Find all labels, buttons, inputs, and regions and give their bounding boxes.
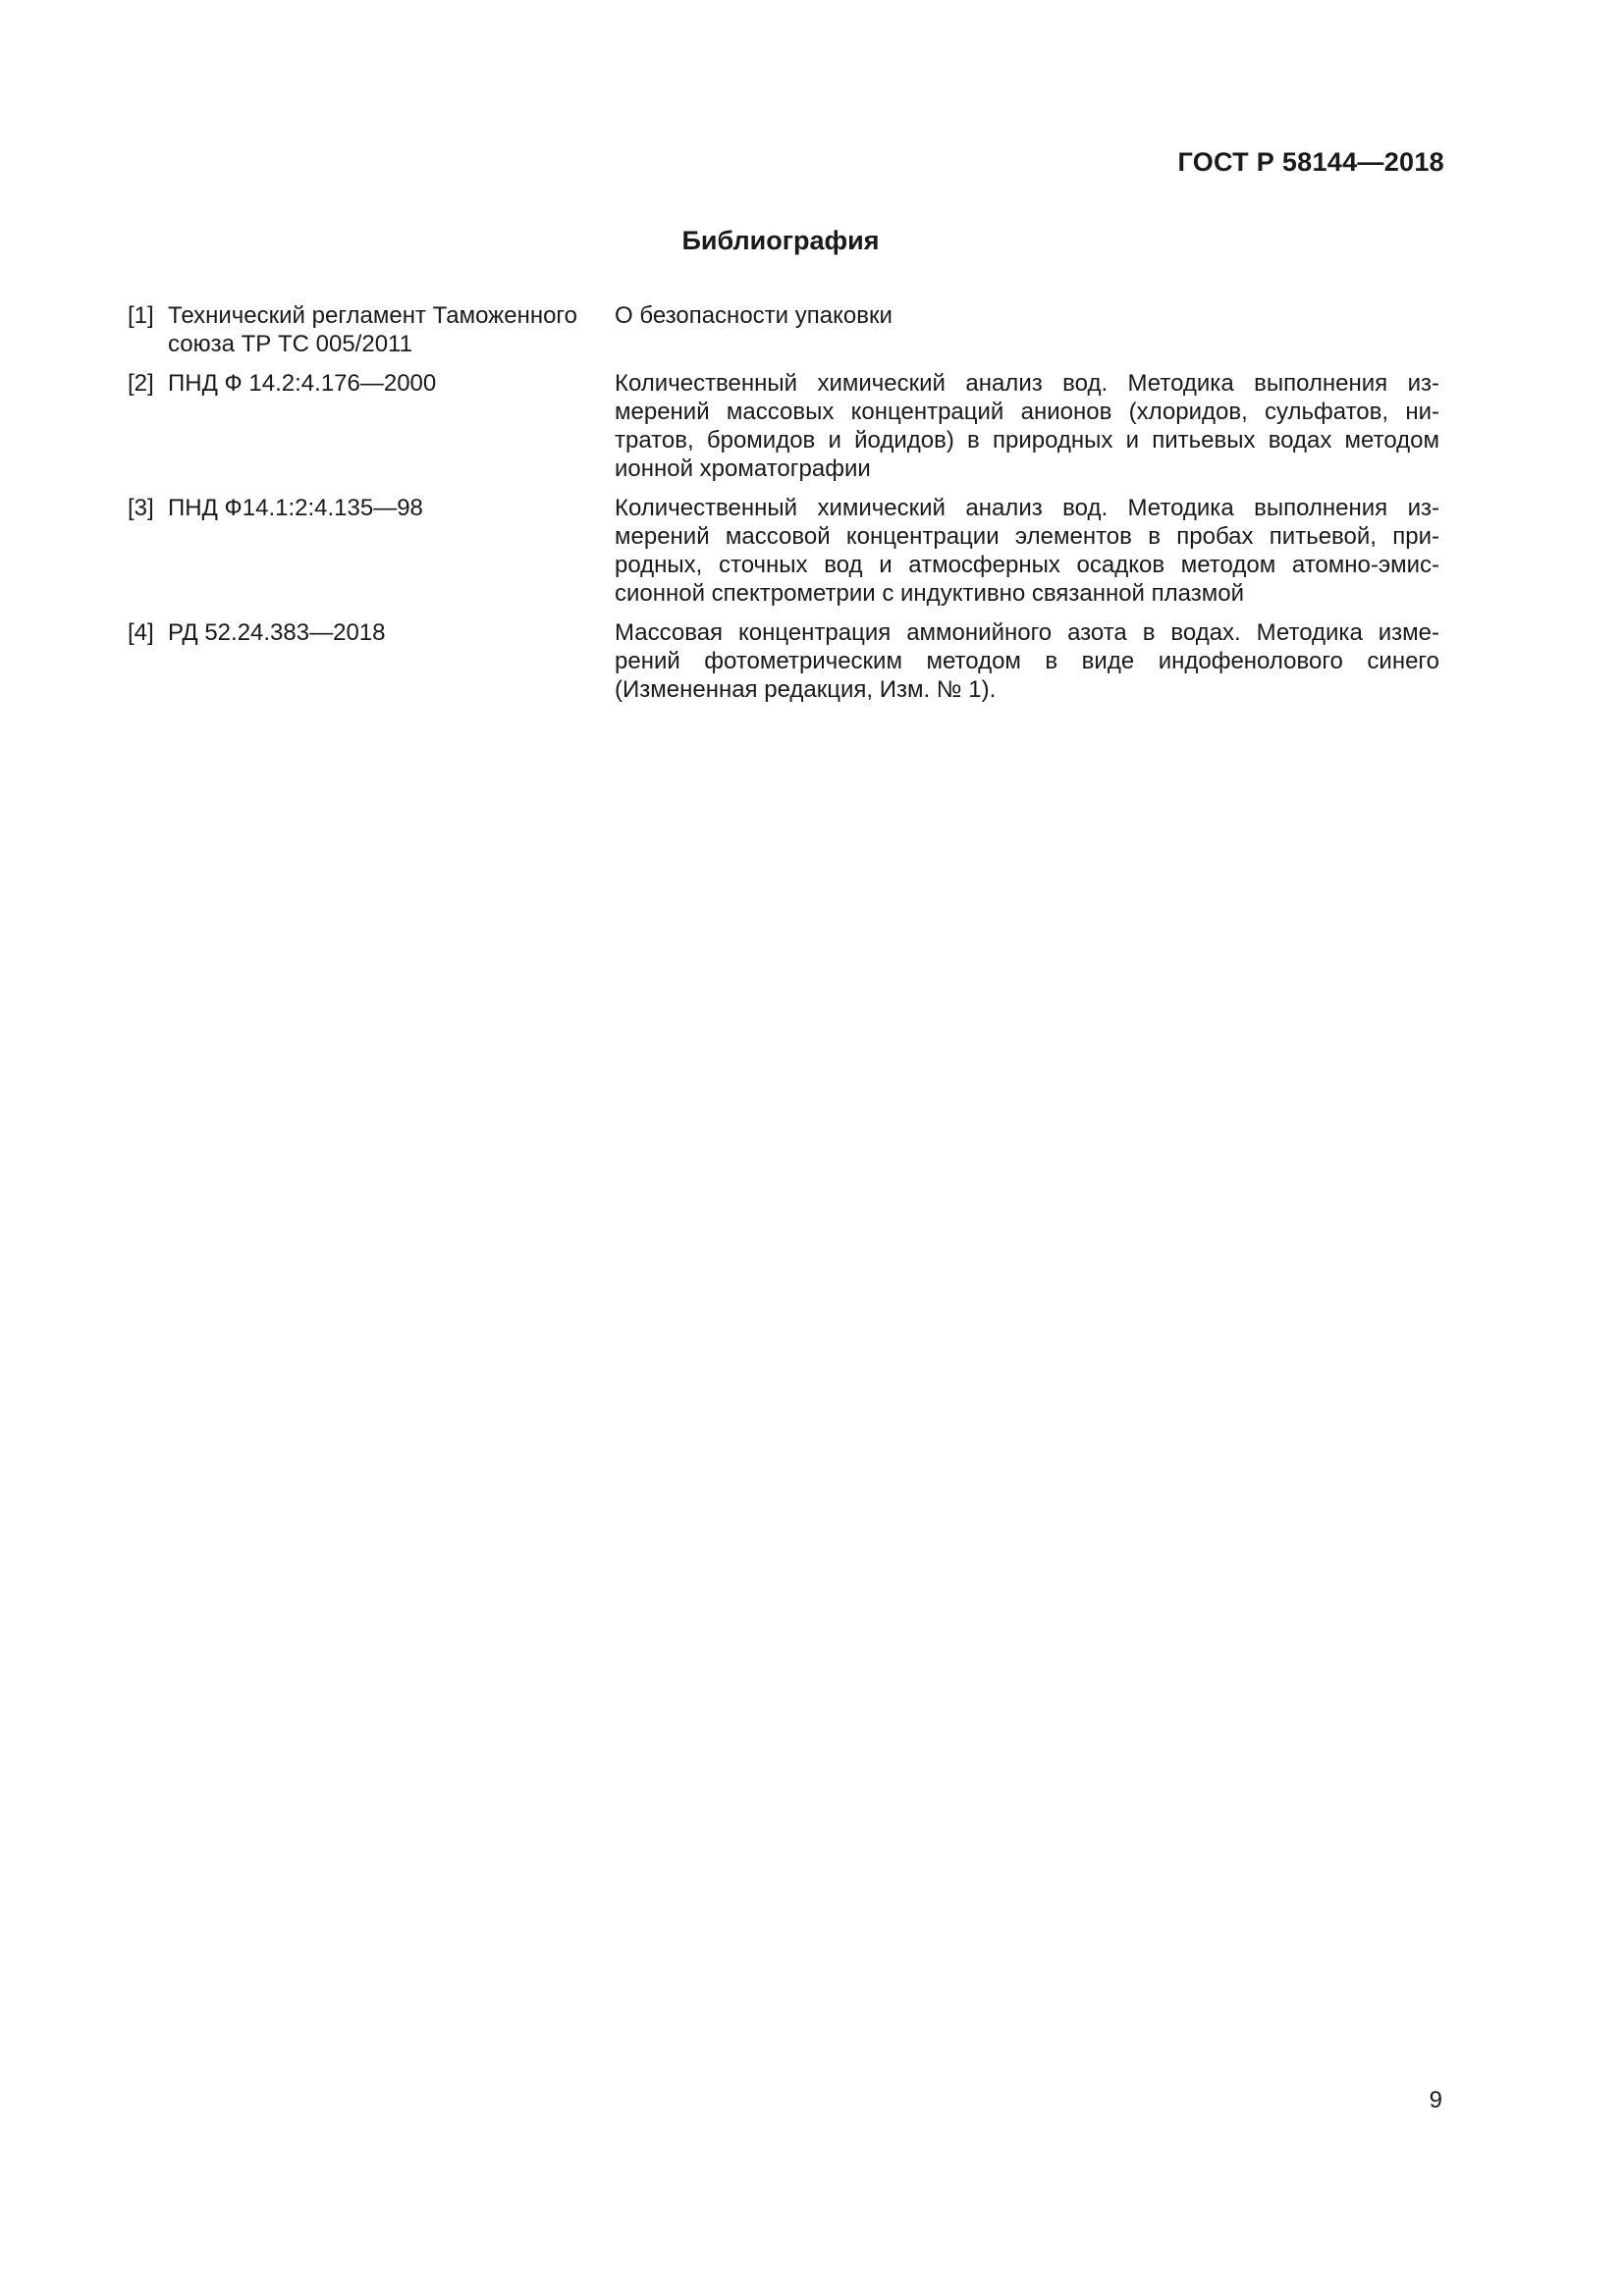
bibliography-reference: [128, 369, 615, 483]
bibliography-reference: [128, 494, 615, 608]
entry-title-line: Количественный химический анализ вод. Методика выполнения из-: [615, 370, 1439, 397]
entry-title: [615, 618, 1439, 704]
bibliography-entry: [128, 369, 1439, 483]
entry-reference: ПНД Ф 14.2:4.176—2000: [168, 370, 437, 397]
entry-title-line: мерений массовых концентраций анионов (хлоридов, сульфатов, ни-: [615, 399, 1439, 425]
entry-title-line: тратов, бромидов и йодидов) в природных и питьевых водах методом: [615, 427, 1439, 454]
entry-title-line: Количественный химический анализ вод. Методика выполнения из-: [615, 495, 1439, 521]
page-number: 9: [1429, 2087, 1442, 2113]
bibliography-entry: [128, 618, 1439, 704]
entry-number: [3]: [128, 495, 154, 521]
bibliography-list: [128, 301, 1439, 715]
entry-number: [4]: [128, 619, 154, 646]
entry-title: [615, 301, 1439, 358]
entry-title-line: рений фотометрическим методом в виде индофенолового синего: [615, 648, 1439, 674]
entry-reference: ПНД Ф14.1:2:4.135—98: [168, 495, 423, 521]
bibliography-entry: [128, 494, 1439, 608]
entry-title-line: (Измененная редакция, Изм. № 1).: [615, 676, 997, 703]
bibliography-reference: [128, 618, 615, 704]
entry-reference: Технический регламент Таможенного союза ТР ТС 005/2011: [168, 302, 577, 357]
entry-title-line: О безопасности упаковки: [615, 302, 893, 329]
entry-title-line: ионной хроматографии: [615, 455, 871, 482]
entry-title-line: родных, сточных вод и атмосферных осадков методом атомно-эмис-: [615, 552, 1439, 578]
entry-number: [2]: [128, 370, 154, 397]
entry-title-line: мерений массовой концентрации элементов в пробах питьевой, при-: [615, 523, 1439, 550]
bibliography-entry: [128, 301, 1439, 358]
document-code: ГОСТ Р 58144—2018: [1177, 147, 1444, 177]
entry-number: [1]: [128, 302, 154, 329]
entry-title: [615, 369, 1439, 483]
entry-title-line: сионной спектрометрии с индуктивно связанной плазмой: [615, 580, 1244, 607]
entry-title: [615, 494, 1439, 608]
bibliography-reference: [128, 301, 615, 358]
section-title: Библиография: [681, 226, 880, 255]
entry-title-line: Массовая концентрация аммонийного азота в водах. Методика изме-: [615, 619, 1439, 646]
entry-reference: РД 52.24.383—2018: [168, 619, 386, 646]
